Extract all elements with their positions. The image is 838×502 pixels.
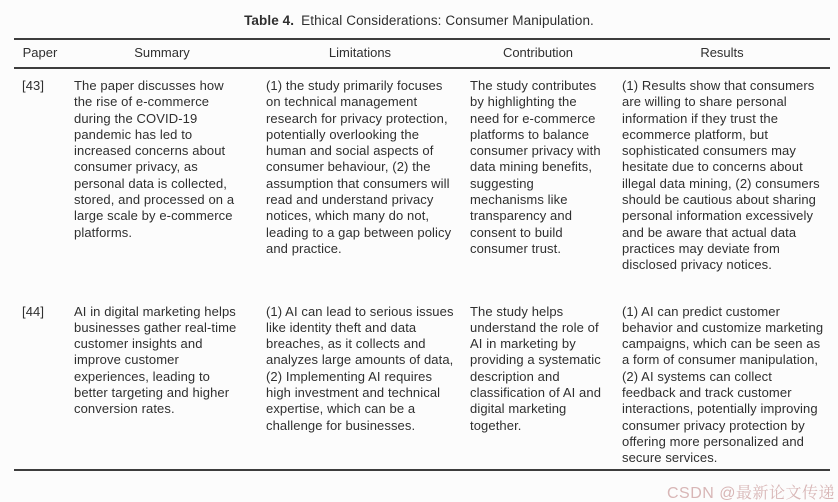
header-row (14, 39, 830, 68)
paper-ref-cell: [43] (22, 78, 45, 93)
table-caption-label: Table 4. (244, 13, 295, 28)
col-header-paper: Paper (14, 39, 66, 68)
ethical-considerations-table (14, 38, 830, 471)
summary-cell: The paper discusses how the rise of e-commerce during the COVID-19 pandemic has led to increased concerns about consumer privacy, as personal data is collected, stored, and processed on a large scale by e-commerce platforms. (74, 78, 235, 240)
col-header-summary: Summary (66, 39, 258, 68)
table-caption (0, 0, 838, 28)
col-header-results: Results (614, 39, 830, 68)
table-caption-title: Ethical Considerations: Consumer Manipulation. (301, 13, 594, 28)
results-cell: (1) AI can predict customer behavior and customize marketing campaigns, which can be seen as a form of consumer manipulation, (2) AI systems can collect feedback and track customer interactions, potentially improving consumer privacy protection by offering more personalized and secure services. (614, 304, 830, 470)
paper-ref-cell: [44] (14, 304, 66, 470)
csdn-watermark: CSDN @最新论文传递 (666, 485, 835, 502)
col-header-limitations: Limitations (258, 39, 462, 68)
limitations-cell: (1) the study primarily focuses on technical management research for privacy protection, potentially overlooking the human and social aspects of consumer behaviour, (2) the assumption that consumers will read and understand privacy notices, which many do not, leading to a gap between policy and practice. (266, 78, 452, 256)
limitations-cell: (1) AI can lead to serious issues like identity theft and data breaches, as it collects and analyzes large amounts of data, (2) Implementing AI requires high investment and technical expertise, which can be a challenge for businesses. (258, 304, 462, 470)
table-row (14, 304, 830, 470)
table-row (14, 68, 830, 304)
contribution-cell: The study contributes by highlighting the need for e-commerce platforms to balance consumer privacy with data mining benefits, suggesting mechanisms like transparency and consent to build consumer trust. (470, 78, 601, 256)
summary-cell: AI in digital marketing helps businesses gather real-time customer insights and improve customer experiences, leading to better targeting and higher conversion rates. (66, 304, 258, 470)
results-cell: (1) Results show that consumers are willing to share personal information if they trust the ecommerce platform, but sophisticated consumers may hesitate due to concerns about illegal data mining, (2) consumers should be cautious about sharing personal information excessively and be aware that actual data practices may deviate from disclosed privacy notices. (622, 78, 820, 273)
contribution-cell: The study helps understand the role of AI in marketing by providing a systematic description and classification of AI and digital marketing together. (462, 304, 614, 470)
col-header-contribution: Contribution (462, 39, 614, 68)
